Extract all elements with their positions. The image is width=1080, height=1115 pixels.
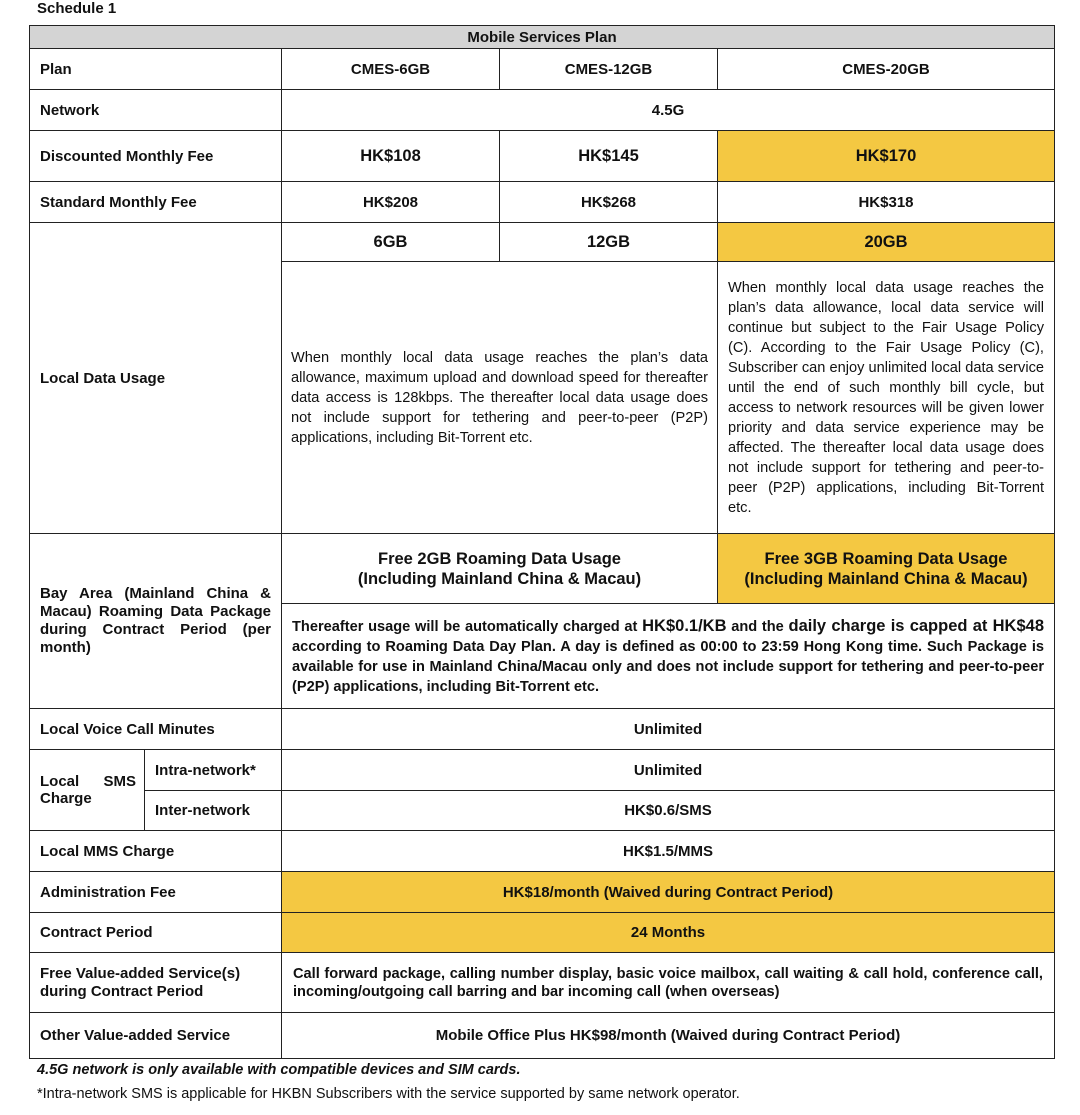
local-data-20gb: 20GB xyxy=(718,223,1055,262)
roaming-thereafter xyxy=(282,604,1055,709)
standard-fee-12gb: HK$268 xyxy=(500,182,718,223)
local-data-6gb: 6GB xyxy=(282,223,500,262)
table-title: Mobile Services Plan xyxy=(30,26,1055,49)
discounted-fee-6gb: HK$108 xyxy=(282,131,500,182)
roaming-free-20 xyxy=(718,534,1055,604)
admin-fee-value: HK$18/month (Waived during Contract Period) xyxy=(282,872,1055,913)
local-data-12gb: 12GB xyxy=(500,223,718,262)
plan-6gb: CMES-6GB xyxy=(282,49,500,90)
roaming-thereafter-c: according to Roaming Data Day Plan. A day is defined as 00:00 to 23:59 Hong Kong time. Such Package is available for use in Mainland China/Macau only and does not include support for tethering and peer-to-peer (P2P) applications, including Bit-Torrent etc. xyxy=(292,638,1044,695)
roaming-label: Bay Area (Mainland China & Macau) Roaming Data Package during Contract Period (per month) xyxy=(30,534,282,709)
admin-fee-label: Administration Fee xyxy=(30,872,282,913)
local-data-note-6-12: When monthly local data usage reaches the plan’s data allowance, maximum upload and download speed for thereafter data access is 128kbps. The thereafter local data usage does not include support for tethering and peer-to-peer (P2P) applications, including Bit-Torrent etc. xyxy=(282,262,718,534)
sms-inter-label: Inter-network xyxy=(145,791,282,831)
standard-fee-label: Standard Monthly Fee xyxy=(30,182,282,223)
plan-12gb: CMES-12GB xyxy=(500,49,718,90)
roaming-free-20-line2: (Including Mainland China & Macau) xyxy=(744,569,1028,588)
plan-20gb: CMES-20GB xyxy=(718,49,1055,90)
network-label: Network xyxy=(30,90,282,131)
local-data-note-20: When monthly local data usage reaches the plan’s data allowance, local data service will continue but subject to the Fair Usage Policy (C). According to the Fair Usage Policy (C), Subscriber can enjoy unlimited local data service until the end of such monthly bill cycle, but access to network resources will be given lower priority and data service experience may be affected. The thereafter local data usage does not include support for tethering and peer-to-peer (P2P) applications, including Bit-Torrent etc. xyxy=(718,262,1055,534)
local-data-label: Local Data Usage xyxy=(30,223,282,534)
sms-inter-value: HK$0.6/SMS xyxy=(282,791,1055,831)
standard-fee-20gb: HK$318 xyxy=(718,182,1055,223)
sms-label: Local SMS Charge xyxy=(30,750,145,831)
voice-label: Local Voice Call Minutes xyxy=(30,709,282,750)
other-vas-label: Other Value-added Service xyxy=(30,1013,282,1059)
network-value: 4.5G xyxy=(282,90,1055,131)
mms-value: HK$1.5/MMS xyxy=(282,831,1055,872)
discounted-fee-20gb: HK$170 xyxy=(718,131,1055,182)
discounted-fee-12gb: HK$145 xyxy=(500,131,718,182)
roaming-daily-cap: daily charge is capped at HK$48 xyxy=(788,616,1044,635)
plan-label: Plan xyxy=(30,49,282,90)
mobile-services-plan-table xyxy=(29,25,1055,1059)
roaming-free-20-line1: Free 3GB Roaming Data Usage xyxy=(764,549,1008,568)
standard-fee-6gb: HK$208 xyxy=(282,182,500,223)
roaming-thereafter-a: Thereafter usage will be automatically charged at xyxy=(292,618,643,635)
other-vas-value: Mobile Office Plus HK$98/month (Waived during Contract Period) xyxy=(282,1013,1055,1059)
mms-label: Local MMS Charge xyxy=(30,831,282,872)
schedule-title: Schedule 1 xyxy=(37,0,117,17)
sms-intra-value: Unlimited xyxy=(282,750,1055,791)
roaming-free-6-12-line1: Free 2GB Roaming Data Usage xyxy=(378,549,621,568)
discounted-fee-label: Discounted Monthly Fee xyxy=(30,131,282,182)
voice-value: Unlimited xyxy=(282,709,1055,750)
contract-value: 24 Months xyxy=(282,913,1055,953)
free-vas-label: Free Value-added Service(s) during Contract Period xyxy=(30,953,282,1013)
free-vas-value: Call forward package, calling number display, basic voice mailbox, call waiting & call hold, conference call, incoming/outgoing call barring and bar incoming call (when overseas) xyxy=(282,953,1055,1013)
roaming-free-6-12-line2: (Including Mainland China & Macau) xyxy=(357,569,642,588)
roaming-free-6-12 xyxy=(282,534,718,604)
sms-intra-label: Intra-network* xyxy=(145,750,282,791)
footnote-sms: *Intra-network SMS is applicable for HKBN Subscribers with the service supported by same network operator. xyxy=(37,1086,740,1102)
footnote-network: 4.5G network is only available with compatible devices and SIM cards. xyxy=(37,1062,521,1078)
roaming-rate: HK$0.1/KB xyxy=(642,616,727,635)
roaming-thereafter-b: and the xyxy=(726,618,789,635)
contract-label: Contract Period xyxy=(30,913,282,953)
